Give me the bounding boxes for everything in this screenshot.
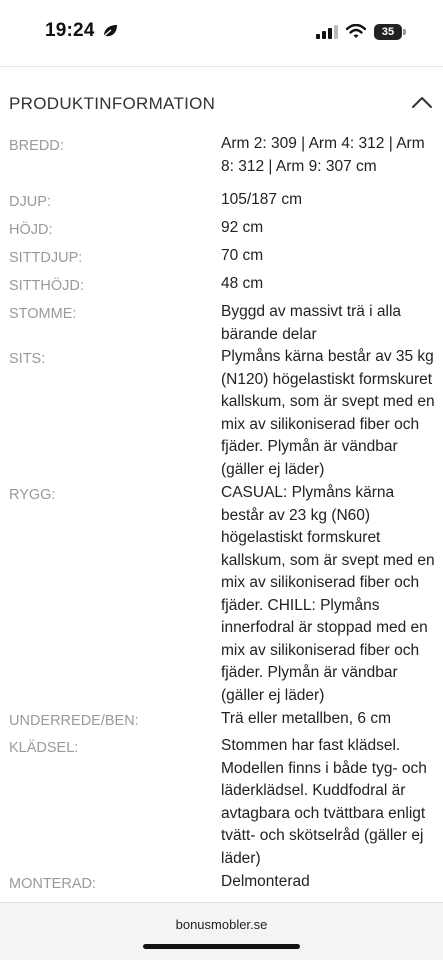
- spec-row-underrede: [0, 708, 443, 735]
- spec-value: Arm 2: 309 | Arm 4: 312 | Arm 8: 312 | Arm 9: 307 cm: [221, 135, 425, 175]
- status-bar: [0, 0, 443, 60]
- spec-row-djup: [0, 189, 443, 217]
- spec-label: DJUP:: [9, 194, 51, 210]
- divider: [0, 66, 443, 67]
- spec-label: SITS:: [9, 351, 46, 367]
- spec-label: SITTHÖJD:: [9, 278, 84, 294]
- spec-label: RYGG:: [9, 487, 56, 503]
- spec-row-kladsel: [0, 735, 443, 871]
- spec-label: HÖJD:: [9, 222, 53, 238]
- spec-row-monterad: [0, 871, 443, 899]
- spec-table: [0, 133, 443, 927]
- spec-row-hojd: [0, 217, 443, 245]
- spec-value: Byggd av massivt trä i alla bärande delar: [221, 303, 402, 343]
- spec-row-rygg: [0, 482, 443, 708]
- spec-value: Plymåns kärna består av 35 kg (N120) högelastiskt formskuret kallskum, som är svept med en mix av silikoniserad fiber och fjäder. Plymån är vändbar (gäller ej läder): [221, 348, 435, 478]
- spec-value: Trä eller metallben, 6 cm: [221, 710, 391, 727]
- browser-url-bar[interactable]: [0, 902, 443, 960]
- battery-icon: [374, 24, 406, 40]
- wifi-icon: [346, 24, 366, 39]
- status-time: 19:24: [45, 20, 95, 41]
- spec-label: SITTDJUP:: [9, 250, 83, 266]
- spec-row-sitthojd: [0, 273, 443, 301]
- spec-value: Delmonterad: [221, 873, 310, 890]
- spec-value: 92 cm: [221, 219, 264, 236]
- home-indicator[interactable]: [143, 944, 300, 949]
- spec-value: CASUAL: Plymåns kärna består av 23 kg (N60) högelastiskt formskuret kallskum, som är svept med en mix av silikoniserad fiber och fjäder. CHILL: Plymåns innerfodral är stoppad med en mix av silikoniserad fiber och fjäder. Plymån är vändbar (gäller ej läder): [221, 484, 435, 704]
- section-title: PRODUKTINFORMATION: [9, 94, 216, 113]
- spec-label: BREDD:: [9, 138, 64, 154]
- leaf-icon: [102, 24, 118, 38]
- chevron-up-icon[interactable]: [410, 94, 434, 110]
- spec-label: STOMME:: [9, 306, 77, 322]
- spec-row-sits: [0, 346, 443, 482]
- spec-label: UNDERREDE/BEN:: [9, 713, 139, 729]
- spec-row-bredd: [0, 133, 443, 189]
- signal-icon: [316, 25, 338, 39]
- spec-label: MONTERAD:: [9, 876, 96, 892]
- spec-value: 105/187 cm: [221, 191, 302, 208]
- product-info-header[interactable]: [0, 80, 443, 130]
- spec-value: Stommen har fast klädsel. Modellen finns i både tyg- och läderklädsel. Kuddfodral är avtagbara och tvättbara enligt tvätt- och skötselråd (gäller ej läder): [221, 737, 427, 867]
- spec-row-stomme: [0, 301, 443, 346]
- url-text[interactable]: bonusmobler.se: [175, 917, 268, 932]
- battery-level: 35: [374, 24, 402, 40]
- spec-label: KLÄDSEL:: [9, 740, 79, 756]
- spec-row-sittdjup: [0, 245, 443, 273]
- spec-value: 48 cm: [221, 275, 264, 292]
- spec-value: 70 cm: [221, 247, 264, 264]
